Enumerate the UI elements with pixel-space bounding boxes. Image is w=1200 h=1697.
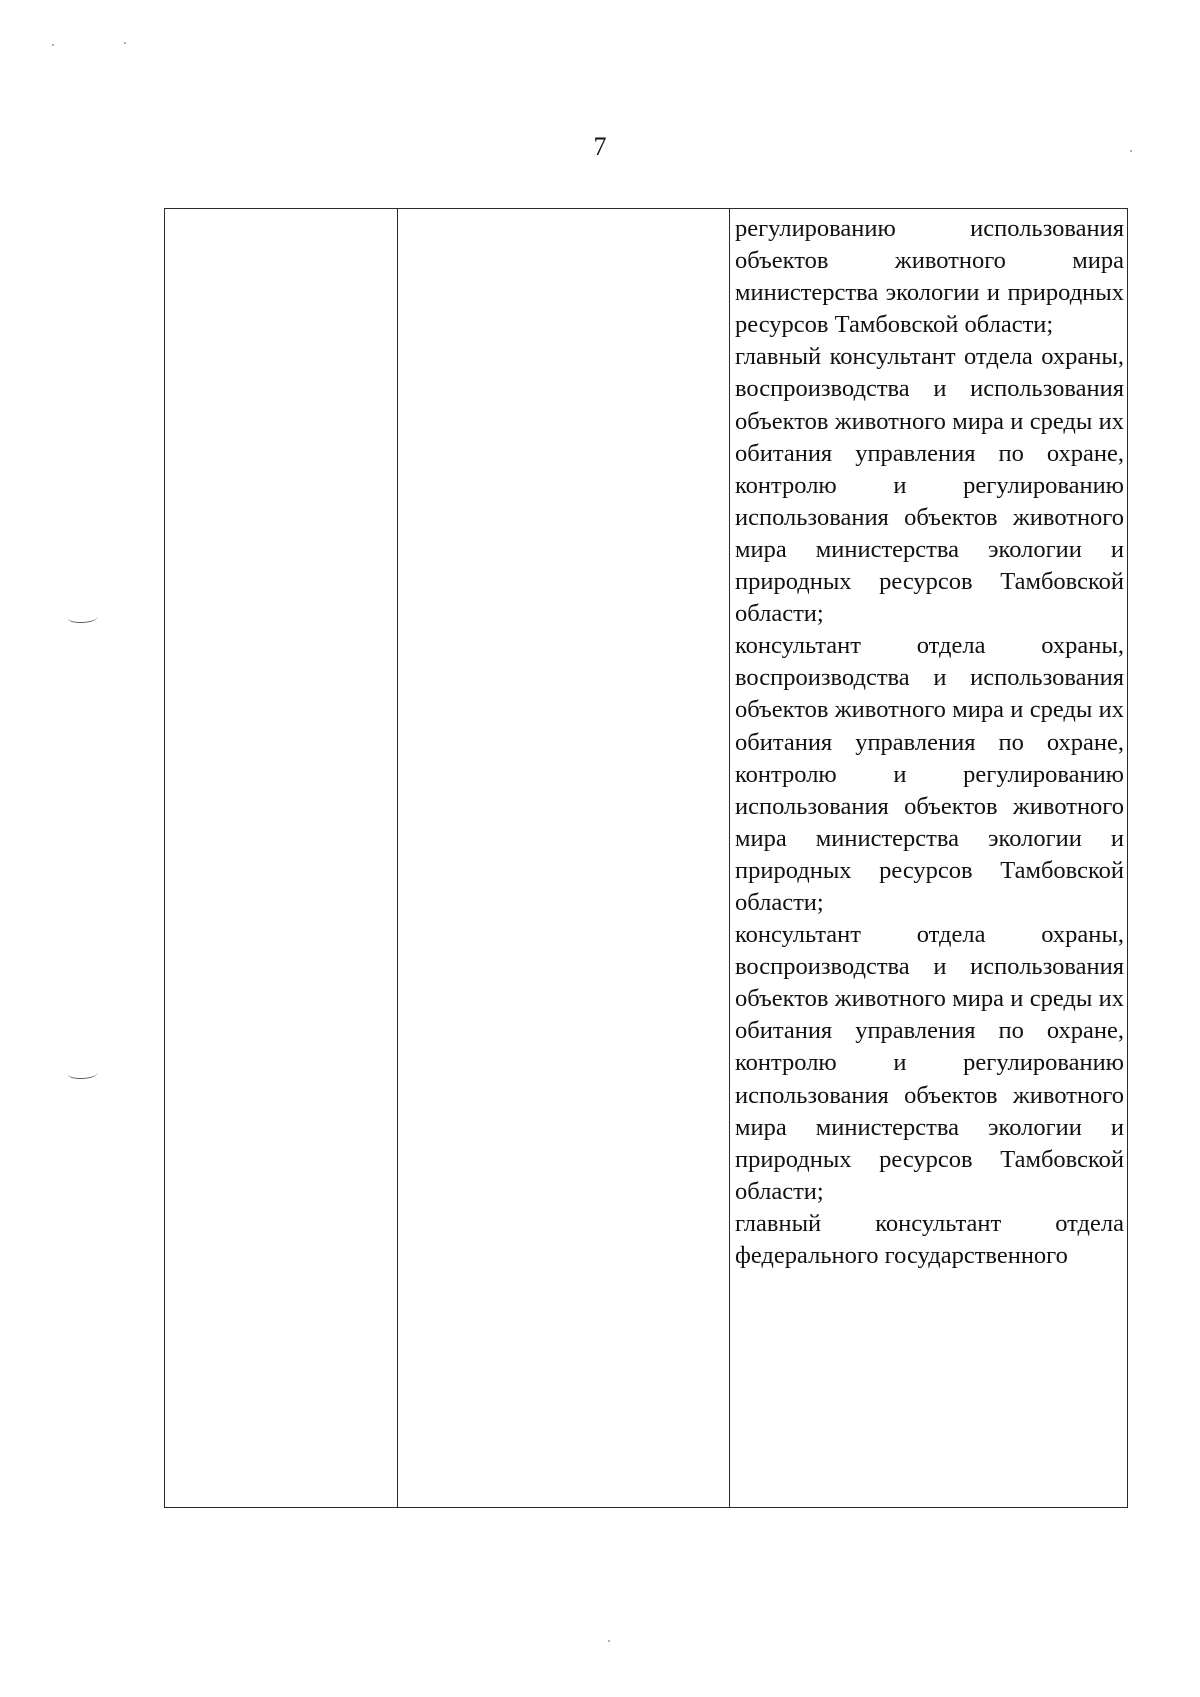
table-cell-paragraph: консультант отдела охраны, воспроизводства и использования объектов животного мира и среды их обитания управления по охране, контролю и регулированию использования объектов животного мира министерства экологии и природных ресурсов Тамбовской области; [735,632,1124,916]
table-cell-paragraph: консультант отдела охраны, воспроизводства и использования объектов животного мира и среды их обитания управления по охране, контролю и регулированию использования объектов животного мира министерства экологии и природных ресурсов Тамбовской области; [735,921,1124,1205]
page-number: 7 [593,132,607,161]
binder-mark-top [68,612,98,623]
scan-speck [124,42,126,44]
table-column-1 [165,209,398,1507]
table-cell-paragraph: регулированию использования объектов животного мира министерства экологии и природных ресурсов Тамбовской области; [735,215,1124,339]
scan-speck [1130,150,1132,152]
table-column-3 [730,209,1127,1507]
table-column-2 [398,209,730,1507]
document-table [164,208,1128,1508]
scan-speck [608,1640,610,1642]
binder-mark-bottom [68,1068,98,1079]
scan-speck [52,44,54,46]
table-cell-paragraph: главный консультант отдела охраны, воспроизводства и использования объектов животного мира и среды их обитания управления по охране, контролю и регулированию использования объектов животного мира министерства экологии и природных ресурсов Тамбовской области; [735,343,1124,628]
table-cell-paragraph: главный консультант отдела федерального государственного [735,1209,1124,1269]
